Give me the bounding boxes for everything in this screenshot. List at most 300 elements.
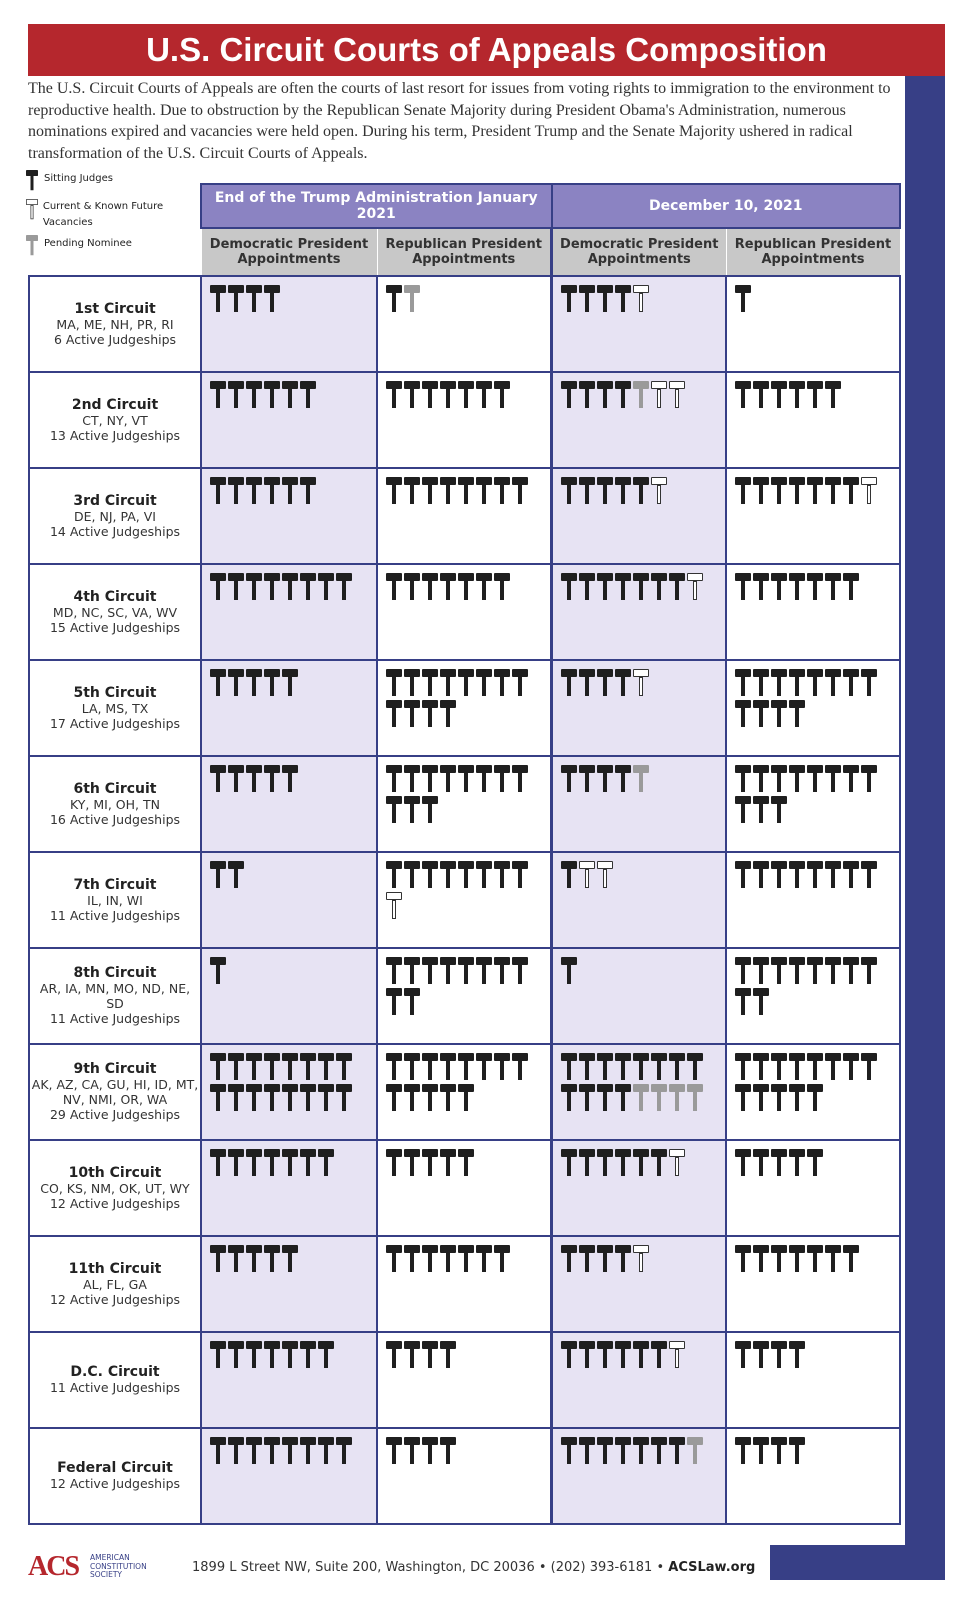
appointment-cell [201, 468, 377, 564]
sitting-judge-icon [597, 669, 614, 697]
sitting-judge-icon [228, 1245, 245, 1273]
vacancy-icon [633, 1245, 650, 1273]
sitting-judge-icon [633, 1149, 650, 1177]
sitting-judge-icon [494, 765, 511, 793]
sitting-judge-icon [282, 1084, 299, 1112]
pending-nominee-icon [633, 381, 650, 409]
decorative-bottom-band [770, 1545, 945, 1580]
sitting-judge-icon [561, 1149, 578, 1177]
sitting-judge-icon [825, 1053, 842, 1081]
circuit-judgeships: 11 Active Judgeships [49, 1380, 181, 1395]
sitting-judge-icon [861, 765, 878, 793]
circuit-judgeships: 12 Active Judgeships [49, 1476, 181, 1491]
table-row [29, 468, 900, 564]
sitting-judge-icon [512, 765, 529, 793]
appointment-cell [552, 1236, 727, 1332]
sitting-judge-icon [246, 669, 263, 697]
sitting-judge-icon [264, 1245, 281, 1273]
appointment-cell [726, 372, 900, 468]
appointment-cell [552, 468, 727, 564]
sitting-judge-icon [597, 477, 614, 505]
sitting-judge-icon [422, 1437, 439, 1465]
sitting-judge-icon [771, 861, 788, 889]
circuit-judgeships: 6 Active Judgeships [53, 331, 177, 347]
sitting-judge-icon [246, 573, 263, 601]
appointment-cell [552, 660, 727, 756]
sitting-judge-icon [789, 1341, 806, 1369]
sitting-judge-icon [561, 957, 578, 985]
sitting-judge-icon [807, 957, 824, 985]
sitting-judge-icon [300, 1149, 317, 1177]
table-body [29, 276, 900, 1524]
sitting-judge-icon [753, 700, 770, 728]
sitting-judge-icon [404, 861, 421, 889]
sitting-judge-icon [386, 796, 403, 824]
sitting-judge-icon [807, 765, 824, 793]
sitting-judge-icon [512, 669, 529, 697]
sitting-judge-icon [561, 861, 578, 889]
sitting-judge-icon [336, 1053, 353, 1081]
sitting-judge-icon [336, 1084, 353, 1112]
sitting-judge-icon [597, 1084, 614, 1112]
sitting-judge-icon [789, 1245, 806, 1273]
appointment-cell [552, 1428, 727, 1524]
sitting-judge-icon [386, 477, 403, 505]
sitting-judge-icon [561, 1437, 578, 1465]
appointment-cell [201, 564, 377, 660]
sitting-judge-icon [825, 477, 842, 505]
sitting-judge-icon [476, 573, 493, 601]
sitting-judge-icon [579, 765, 596, 793]
website-link[interactable]: ACSLaw.org [668, 1560, 756, 1575]
sitting-judge-icon [735, 477, 752, 505]
sitting-judge-icon [300, 1341, 317, 1369]
sitting-judge-icon [735, 861, 752, 889]
sitting-judge-icon [512, 477, 529, 505]
sitting-judge-icon [561, 477, 578, 505]
circuit-label [29, 1428, 201, 1524]
sitting-judge-icon [386, 700, 403, 728]
sitting-judge-icon [210, 765, 227, 793]
sitting-judge-icon [753, 573, 770, 601]
sitting-judge-icon [494, 957, 511, 985]
sitting-judge-icon [422, 1149, 439, 1177]
sitting-judge-icon [422, 765, 439, 793]
sitting-judge-icon [579, 477, 596, 505]
pending-nominee-icon [687, 1437, 704, 1465]
sitting-judge-icon [228, 1437, 245, 1465]
sitting-judge-icon [264, 1341, 281, 1369]
sitting-judge-icon [735, 700, 752, 728]
appointment-cell [726, 468, 900, 564]
sitting-judge-icon [771, 669, 788, 697]
table-row [29, 1332, 900, 1428]
sitting-judge-icon [494, 381, 511, 409]
sitting-judge-icon [228, 477, 245, 505]
sitting-judge-icon [494, 477, 511, 505]
appointment-cell [377, 1140, 552, 1236]
sitting-judge-icon [597, 573, 614, 601]
sitting-judge-icon [789, 861, 806, 889]
sitting-judge-icon [440, 1149, 457, 1177]
sitting-judge-icon [440, 861, 457, 889]
sitting-judge-icon [512, 861, 529, 889]
sitting-judge-icon [210, 1341, 227, 1369]
sitting-judge-icon [861, 957, 878, 985]
sitting-judge-icon [246, 765, 263, 793]
appointment-cell [377, 1428, 552, 1524]
sitting-judge-icon [228, 1149, 245, 1177]
sitting-judge-icon [386, 285, 403, 313]
appointment-cell [726, 852, 900, 948]
sitting-judge-icon [579, 285, 596, 313]
sitting-judge-icon [825, 381, 842, 409]
circuit-name: 2nd Circuit [71, 396, 159, 413]
sitting-judge-icon [651, 1437, 668, 1465]
table-row [29, 948, 900, 1044]
sitting-judge-icon [771, 477, 788, 505]
sitting-judge-icon [440, 700, 457, 728]
sitting-judge-icon [735, 1084, 752, 1112]
sitting-judge-icon [615, 381, 632, 409]
sitting-judge-icon [422, 700, 439, 728]
sitting-judge-icon [735, 796, 752, 824]
sitting-judge-icon [264, 765, 281, 793]
sitting-judge-icon [440, 1084, 457, 1112]
sitting-judge-icon [246, 1053, 263, 1081]
sitting-judge-icon [494, 669, 511, 697]
sitting-judge-icon [753, 1245, 770, 1273]
circuit-states: MD, NC, SC, VA, WV [52, 604, 178, 620]
vacancy-icon [669, 381, 686, 409]
sitting-judge-icon [404, 1245, 421, 1273]
sitting-judge-icon [386, 1053, 403, 1081]
vacancy-icon [687, 573, 704, 601]
sitting-judge-icon [615, 1084, 632, 1112]
sitting-judge-icon [651, 1149, 668, 1177]
sitting-judge-icon [753, 1149, 770, 1177]
sitting-judge-icon [404, 573, 421, 601]
sitting-judge-icon [386, 988, 403, 1016]
sitting-judge-icon [458, 477, 475, 505]
sitting-judge-icon [440, 1437, 457, 1465]
circuit-judgeships: 29 Active Judgeships [49, 1107, 181, 1122]
appointment-cell [377, 1236, 552, 1332]
sitting-judge-icon [404, 1341, 421, 1369]
sitting-judge-icon [807, 1245, 824, 1273]
sitting-judge-icon [458, 381, 475, 409]
sitting-judge-icon [807, 1084, 824, 1112]
sitting-judge-icon [282, 1245, 299, 1273]
appointment-cell [377, 660, 552, 756]
sitting-judge-icon [264, 1149, 281, 1177]
circuit-name: Federal Circuit [57, 1460, 173, 1476]
sitting-judge-icon [735, 1245, 752, 1273]
appointment-cell [377, 564, 552, 660]
sitting-judge-icon [561, 1084, 578, 1112]
sitting-judge-icon [246, 1341, 263, 1369]
legend-sitting-label: Sitting Judges [44, 173, 113, 184]
sitting-judge-icon [476, 765, 493, 793]
sitting-judge-icon [404, 1149, 421, 1177]
sitting-judge-icon [825, 957, 842, 985]
sitting-judge-icon [440, 1341, 457, 1369]
sitting-judge-icon [282, 1437, 299, 1465]
sitting-judge-icon [807, 861, 824, 889]
sitting-judge-icon [512, 957, 529, 985]
appointment-cell [201, 1236, 377, 1332]
sitting-judge-icon [753, 957, 770, 985]
sitting-judge-icon [651, 573, 668, 601]
circuit-name: 10th Circuit [68, 1164, 162, 1181]
sitting-judge-icon [458, 957, 475, 985]
circuit-label [29, 660, 201, 756]
column-header: Democratic President Appointments [201, 228, 377, 276]
sitting-judge-icon [458, 1084, 475, 1112]
sitting-judge-icon [771, 1149, 788, 1177]
table-row [29, 276, 900, 372]
table-row [29, 1044, 900, 1140]
sitting-judge-icon [300, 381, 317, 409]
sitting-judge-icon [210, 381, 227, 409]
sitting-judge-icon [440, 381, 457, 409]
sitting-judge-icon [825, 765, 842, 793]
sitting-judge-icon [687, 1053, 704, 1081]
appointment-cell [726, 1332, 900, 1428]
sitting-judge-icon [561, 1245, 578, 1273]
sitting-judge-icon [753, 669, 770, 697]
sitting-judge-icon [386, 765, 403, 793]
sitting-judge-icon [476, 957, 493, 985]
sitting-judge-icon [735, 669, 752, 697]
sitting-judge-icon [210, 1437, 227, 1465]
sitting-judge-icon [458, 1053, 475, 1081]
sitting-judge-icon [246, 477, 263, 505]
sitting-judge-icon [246, 1084, 263, 1112]
decorative-side-band [905, 75, 945, 1580]
sitting-judge-icon [579, 381, 596, 409]
sitting-judge-icon [422, 796, 439, 824]
sitting-judge-icon [264, 573, 281, 601]
sitting-judge-icon [422, 669, 439, 697]
vacancy-icon [861, 477, 878, 505]
vacancy-icon [579, 861, 596, 889]
circuit-states: DE, NJ, PA, VI [74, 508, 156, 524]
sitting-judge-icon [789, 573, 806, 601]
circuit-judgeships: 11 Active Judgeships [49, 1011, 181, 1026]
sitting-judge-icon [282, 477, 299, 505]
circuit-label [29, 1044, 201, 1140]
sitting-judge-icon [597, 381, 614, 409]
circuit-judgeships: 14 Active Judgeships [49, 523, 181, 539]
sitting-judge-icon [440, 573, 457, 601]
appointment-cell [201, 660, 377, 756]
sitting-judge-icon [597, 1437, 614, 1465]
sitting-judge-icon [771, 1245, 788, 1273]
sitting-judge-icon [422, 477, 439, 505]
sitting-judge-icon [615, 1245, 632, 1273]
table-row [29, 1140, 900, 1236]
footer-address [192, 1560, 755, 1575]
sitting-judge-icon [386, 861, 403, 889]
sitting-judge-icon [228, 1053, 245, 1081]
sitting-judge-icon [440, 1053, 457, 1081]
logo-text: AMERICAN CONSTITUTION SOCIETY [90, 1553, 147, 1579]
sitting-judge-icon [404, 988, 421, 1016]
circuit-label [29, 756, 201, 852]
sitting-judge-icon [597, 1053, 614, 1081]
appointment-cell [552, 564, 727, 660]
appointment-cell [201, 372, 377, 468]
sitting-judge-icon [476, 1053, 493, 1081]
appointment-cell [726, 660, 900, 756]
sitting-judge-icon [789, 669, 806, 697]
appointment-cell [201, 1044, 377, 1140]
sitting-judge-icon [210, 1149, 227, 1177]
appointment-cell [726, 948, 900, 1044]
circuit-states: AK, AZ, CA, GU, HI, ID, MT, NV, NMI, OR, WA [31, 1077, 199, 1107]
sitting-judge-icon [282, 1341, 299, 1369]
sitting-judge-icon [753, 1437, 770, 1465]
sitting-judge-icon [422, 381, 439, 409]
sitting-judge-icon [264, 381, 281, 409]
circuit-states: KY, MI, OH, TN [70, 796, 160, 812]
circuit-label [29, 1140, 201, 1236]
sitting-judge-icon [318, 1149, 335, 1177]
table-row [29, 1236, 900, 1332]
appointment-cell [726, 1044, 900, 1140]
appointment-cell [377, 852, 552, 948]
circuit-name: 9th Circuit [73, 1061, 157, 1077]
sitting-judge-icon [615, 1437, 632, 1465]
sitting-judge-icon [300, 573, 317, 601]
appointment-cell [726, 1140, 900, 1236]
sitting-judge-icon [561, 669, 578, 697]
sitting-judge-icon [300, 1053, 317, 1081]
sitting-judge-icon [386, 1437, 403, 1465]
sitting-judge-icon [753, 477, 770, 505]
vacancy-icon [633, 285, 650, 313]
sitting-judge-icon [789, 765, 806, 793]
sitting-judge-icon [386, 1084, 403, 1112]
circuit-states: AL, FL, GA [83, 1276, 147, 1292]
legend-pending-label: Pending Nominee [44, 238, 132, 249]
sitting-judge-icon [753, 1084, 770, 1112]
table-row [29, 756, 900, 852]
sitting-judge-icon [318, 1341, 335, 1369]
sitting-judge-icon [579, 1437, 596, 1465]
sitting-judge-icon [440, 477, 457, 505]
sitting-judge-icon [458, 573, 475, 601]
sitting-judge-icon [615, 477, 632, 505]
circuit-label [29, 1332, 201, 1428]
sitting-judge-icon [735, 1053, 752, 1081]
sitting-judge-icon [807, 1149, 824, 1177]
sitting-judge-icon [440, 1245, 457, 1273]
appointment-cell [726, 1428, 900, 1524]
sitting-judge-icon [789, 1053, 806, 1081]
logo-mark: ACS [28, 1551, 79, 1582]
sitting-judge-icon [228, 285, 245, 313]
period-header-trump: End of the Trump Administration January 2021 [201, 184, 552, 228]
sitting-judge-icon [735, 381, 752, 409]
sitting-judge-icon [404, 765, 421, 793]
sitting-judge-icon [404, 1053, 421, 1081]
period-header-2021: December 10, 2021 [552, 184, 901, 228]
appointment-cell [377, 1332, 552, 1428]
sitting-judge-icon [440, 765, 457, 793]
circuit-name: 7th Circuit [73, 876, 157, 893]
sitting-judge-icon [753, 765, 770, 793]
sitting-judge-icon [579, 1245, 596, 1273]
sitting-judge-icon [228, 861, 245, 889]
sitting-judge-icon [579, 573, 596, 601]
circuit-label [29, 468, 201, 564]
legend-vacancies-label: Current & Known Future Vacancies [42, 201, 164, 228]
sitting-judge-icon [386, 381, 403, 409]
sitting-judge-icon [228, 669, 245, 697]
sitting-judge-icon [264, 285, 281, 313]
sitting-judge-icon [843, 477, 860, 505]
sitting-judge-icon [282, 1053, 299, 1081]
appointment-cell [726, 564, 900, 660]
appointment-cell [201, 756, 377, 852]
column-header: Democratic President Appointments [552, 228, 727, 276]
appointment-cell [552, 756, 727, 852]
vacancy-icon [597, 861, 614, 889]
sitting-judge-icon [210, 957, 227, 985]
circuit-judgeships: 11 Active Judgeships [49, 907, 181, 923]
sitting-judge-icon [561, 381, 578, 409]
vacancy-icon [669, 1149, 686, 1177]
sitting-judge-icon [282, 381, 299, 409]
sitting-judge-icon [404, 796, 421, 824]
sitting-judge-icon [440, 669, 457, 697]
sitting-judge-icon [336, 573, 353, 601]
sitting-judge-icon [210, 573, 227, 601]
sitting-judge-icon [264, 477, 281, 505]
table-row [29, 564, 900, 660]
sitting-judge-icon [404, 381, 421, 409]
sitting-judge-icon [771, 796, 788, 824]
sitting-judge-icon [476, 669, 493, 697]
appointment-cell [201, 852, 377, 948]
appointment-cell [726, 1236, 900, 1332]
sitting-judge-icon [789, 957, 806, 985]
sitting-judge-icon [318, 1053, 335, 1081]
sitting-judge-icon [494, 1053, 511, 1081]
circuit-label [29, 276, 201, 372]
circuit-states: IL, IN, WI [87, 892, 143, 908]
sitting-judge-icon [561, 573, 578, 601]
sitting-judge-icon [336, 1437, 353, 1465]
sitting-judge-icon [210, 477, 227, 505]
sitting-judge-icon [807, 1053, 824, 1081]
pending-nominee-icon [633, 765, 650, 793]
table-row [29, 372, 900, 468]
sitting-judge-icon [807, 573, 824, 601]
sitting-judge-icon [210, 1084, 227, 1112]
sitting-judge-icon [404, 477, 421, 505]
sitting-judge-icon [651, 1053, 668, 1081]
appointment-cell [201, 948, 377, 1044]
sitting-judge-icon [246, 381, 263, 409]
sitting-judge-icon [633, 1053, 650, 1081]
sitting-judge-icon [753, 796, 770, 824]
sitting-judge-icon [753, 1053, 770, 1081]
sitting-judge-icon [386, 957, 403, 985]
pending-nominee-icon [404, 285, 421, 313]
